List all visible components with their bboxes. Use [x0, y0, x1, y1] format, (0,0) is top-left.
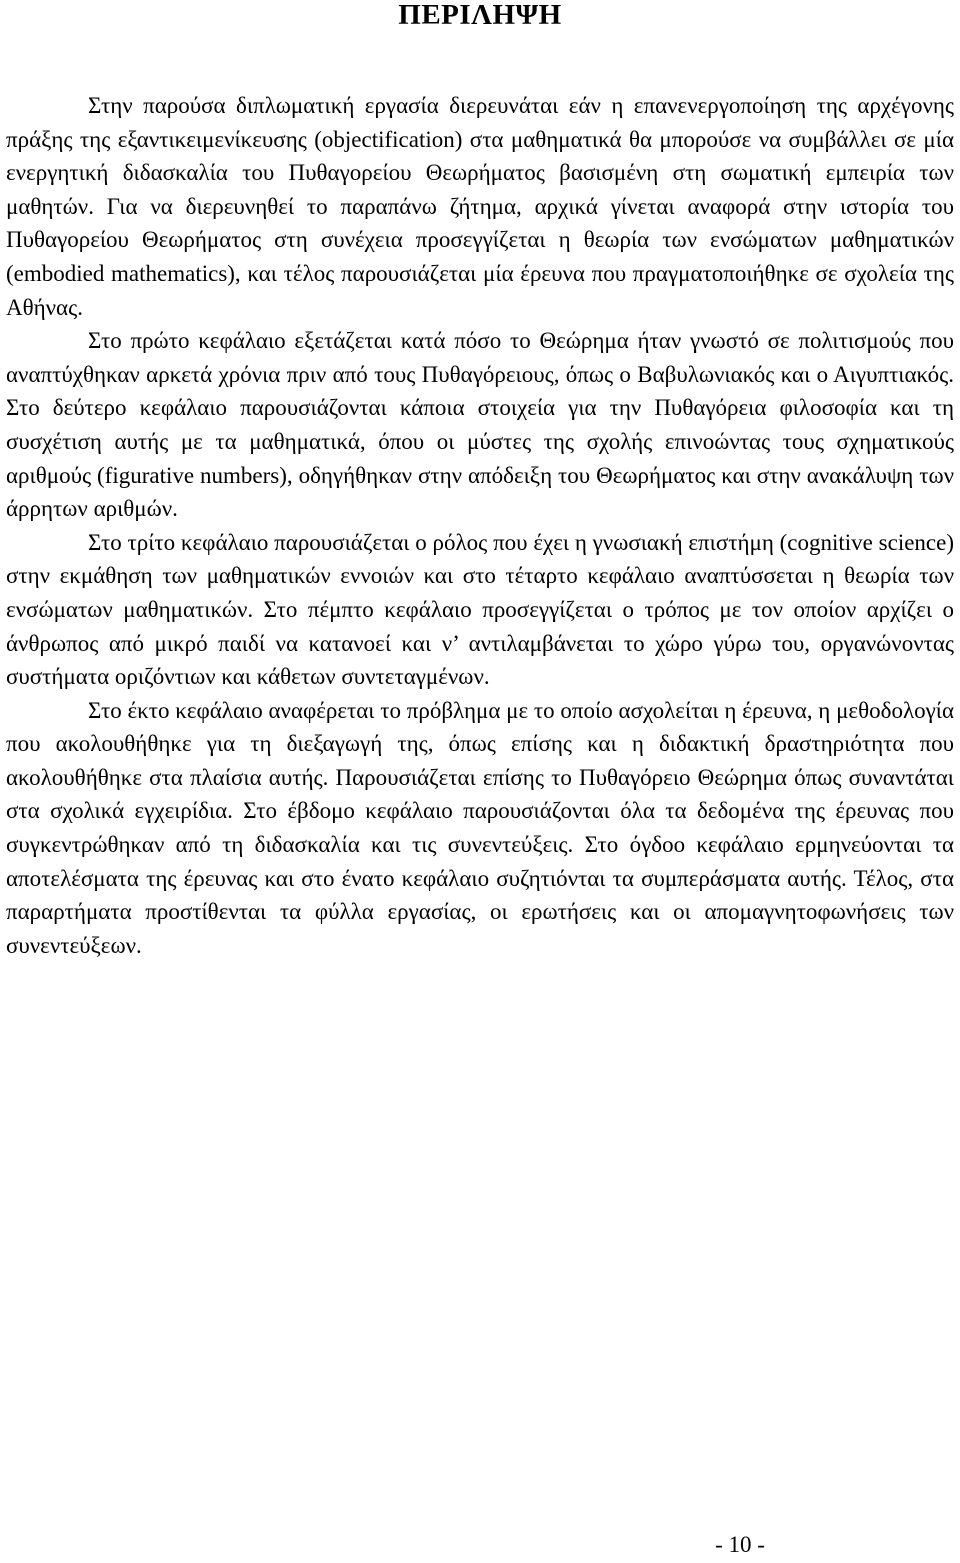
paragraph: Στο τρίτο κεφάλαιο παρουσιάζεται ο ρόλος που έχει η γνωσιακή επιστήμη (cognitive science) στην εκμάθηση των μαθηματικών εννοιών και στο τέταρτο κεφάλαιο αναπτύσσεται η θεωρία των ενσώματων μαθηματικών. Στο πέμπτο κεφάλαιο προσεγγίζεται ο τρόπος με τον οποίον αρχίζει ο άνθρωπος από μικρό παιδί να κατανοεί και ν’ αντιλαμβάνεται το χώρο γύρω του, οργανώνοντας συστήματα οριζόντιων και κάθετων συντεταγμένων. [6, 529, 954, 690]
abstract-body [6, 89, 954, 962]
page-number: - 10 - [715, 1532, 765, 1557]
paragraph: Στην παρούσα διπλωματική εργασία διερευνάται εάν η επανενεργοποίηση της αρχέγονης πράξης της εξαντικειμενίκευσης (objectification) στα μαθηματικά θα μπορούσε να συμβάλλει σε μία ενεργητική διδασκαλία του Πυθαγορείου Θεωρήματος βασισμένη στη σωματική εμπειρία των μαθητών. Για να διερευνηθεί το παραπάνω ζήτημα, αρχικά γίνεται αναφορά στην ιστορία του Πυθαγορείου Θεωρήματος στη συνέχεια προσεγγίζεται η θεωρία των ενσώματων μαθηματικών (embodied mathematics), και τέλος παρουσιάζεται μία έρευνα που πραγματοποιήθηκε σε σχολεία της Αθήνας. [6, 93, 954, 320]
paragraph: Στο έκτο κεφάλαιο αναφέρεται το πρόβλημα με το οποίο ασχολείται η έρευνα, η μεθοδολογία που ακολουθήθηκε για τη διεξαγωγή της, όπως επίσης και η διδακτική δραστηριότητα που ακολουθήθηκε στα πλαίσια αυτής. Παρουσιάζεται επίσης το Πυθαγόρειο Θεώρημα όπως συναντάται στα σχολικά εγχειρίδια. Στο έβδομο κεφάλαιο παρουσιάζονται όλα τα δεδομένα της έρευνας που συγκεντρώθηκαν από τη διδασκαλία και τις συνεντεύξεις. Στο όγδοο κεφάλαιο ερμηνεύονται τα αποτελέσματα της έρευνας και στο ένατο κεφάλαιο συζητιόνται τα συμπεράσματα αυτής. Τέλος, στα παραρτήματα προστίθενται τα φύλλα εργασίας, οι ερωτήσεις και οι απομαγνητοφωνήσεις των συνεντεύξεων. [6, 697, 954, 958]
page-number-footer [0, 1530, 960, 1560]
page-title: ΠΕΡΙΛΗΨΗ [398, 0, 562, 31]
paragraph: Στο πρώτο κεφάλαιο εξετάζεται κατά πόσο το Θεώρημα ήταν γνωστό σε πολιτισμούς που αναπτύχθηκαν αρκετά χρόνια πριν από τους Πυθαγόρειους, όπως ο Βαβυλωνιακός και ο Αιγυπτιακός. Στο δεύτερο κεφάλαιο παρουσιάζονται κάποια στοιχεία για την Πυθαγόρεια φιλοσοφία και τη συσχέτιση αυτής με τα μαθηματικά, όπου οι μύστες της σχολής επινοώντας τους σχηματικούς αριθμούς (figurative numbers), οδηγήθηκαν στην απόδειξη του Θεωρήματος και στην ανακάλυψη των άρρητων αριθμών. [6, 328, 954, 522]
